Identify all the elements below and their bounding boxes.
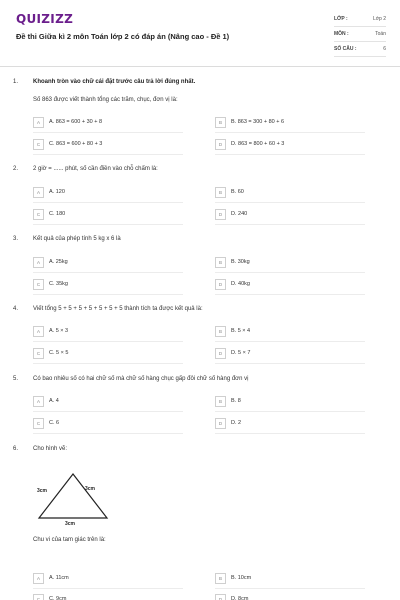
option-underline [33, 411, 183, 412]
option-letter-box: B [215, 257, 226, 268]
option-letter-box: C [33, 209, 44, 220]
option-letter-box: C [33, 139, 44, 150]
option-letter-box: B [215, 187, 226, 198]
option-underline [33, 363, 183, 364]
option-underline [33, 154, 183, 155]
option-letter-box: D [215, 139, 226, 150]
question-number: 5. [13, 376, 19, 382]
option-b[interactable] [215, 256, 250, 268]
option-letter-box: D [215, 209, 226, 220]
option-text: A. 120 [49, 189, 65, 195]
question-instruction: Khoanh tròn vào chữ cái đặt trước câu trả lời đúng nhất. [33, 79, 196, 85]
option-a[interactable] [33, 325, 68, 337]
option-c[interactable] [33, 593, 66, 600]
option-b[interactable] [215, 186, 244, 198]
option-c[interactable] [33, 417, 59, 429]
option-underline [215, 341, 365, 342]
option-letter-box: D [215, 594, 226, 600]
option-underline [33, 132, 183, 133]
option-d[interactable] [215, 138, 284, 150]
option-d[interactable] [215, 347, 250, 359]
option-text: B. 30kg [231, 259, 250, 265]
option-text: A. 5 × 3 [49, 328, 69, 334]
option-letter-box: B [215, 396, 226, 407]
option-a[interactable] [33, 186, 65, 198]
header-divider [0, 66, 400, 67]
option-underline [215, 202, 365, 203]
option-underline [33, 588, 183, 589]
option-text: B. 10cm [231, 575, 252, 581]
option-letter-box: B [215, 573, 226, 584]
option-text: C. 6 [49, 420, 60, 426]
option-letter-box: A [33, 257, 44, 268]
option-d[interactable] [215, 593, 248, 600]
option-letter-box: A [33, 117, 44, 128]
option-letter-box: D [215, 418, 226, 429]
option-b[interactable] [215, 395, 241, 407]
page-title: Đề thi Giữa kì 2 môn Toán lớp 2 có đáp án (Nâng cao - Đề 1) [16, 32, 230, 41]
meta-count-value: 6 [383, 46, 386, 52]
option-text: B. 60 [231, 189, 244, 195]
question-text: Viết tổng 5 + 5 + 5 + 5 + 5 + 5 + 5 thành tích ta được kết quả là: [33, 306, 203, 312]
option-text: C. 863 = 600 + 80 + 3 [49, 141, 103, 147]
meta-divider [334, 26, 386, 27]
option-text: D. 40kg [231, 281, 250, 287]
option-text: C. 35kg [49, 281, 68, 287]
option-underline [215, 132, 365, 133]
option-c[interactable] [33, 208, 65, 220]
meta-divider [334, 56, 386, 57]
document-header [0, 0, 400, 62]
option-d[interactable] [215, 278, 250, 290]
meta-subject-label: MÔN : [334, 31, 349, 37]
option-letter-box: D [215, 348, 226, 359]
option-text: A. 25kg [49, 259, 68, 265]
option-text: D. 2 [231, 420, 242, 426]
question-text: Có bao nhiêu số có hai chữ số mà chữ số hàng chục gấp đôi chữ số hàng đơn vị [33, 376, 249, 382]
triangle-left-label: 3cm [37, 488, 48, 494]
option-letter-box: C [33, 418, 44, 429]
question-text: 2 giờ = ...... phút, số cần điền vào chỗ chấm là: [33, 166, 158, 172]
option-text: A. 863 = 600 + 30 + 8 [49, 119, 103, 125]
option-text: A. 11cm [49, 575, 69, 581]
option-underline [215, 154, 365, 155]
option-b[interactable] [215, 116, 284, 128]
option-letter-box: C [33, 348, 44, 359]
option-letter-box: B [215, 326, 226, 337]
option-text: C. 5 × 5 [49, 350, 69, 356]
option-a[interactable] [33, 395, 59, 407]
option-text: B. 8 [231, 398, 241, 404]
option-underline [215, 272, 365, 273]
option-underline [215, 294, 365, 295]
option-text: B. 863 = 300 + 80 + 6 [231, 119, 285, 125]
option-underline [215, 411, 365, 412]
option-letter-box: A [33, 573, 44, 584]
option-text: C. 9cm [49, 596, 67, 600]
option-letter-box: A [33, 396, 44, 407]
option-underline [215, 224, 365, 225]
option-text: D. 863 = 800 + 60 + 3 [231, 141, 285, 147]
question-text: Cho hình vẽ: [33, 446, 68, 452]
option-underline [33, 294, 183, 295]
question-text: Kết quả của phép tính 5 kg x 6 là [33, 236, 121, 242]
option-underline [215, 588, 365, 589]
triangle-shape [39, 474, 107, 518]
option-letter-box: A [33, 326, 44, 337]
option-text: A. 4 [49, 398, 59, 404]
option-text: D. 5 × 7 [231, 350, 251, 356]
option-c[interactable] [33, 278, 68, 290]
option-c[interactable] [33, 138, 102, 150]
meta-count-label: SỐ CÂU : [334, 46, 357, 52]
option-d[interactable] [215, 208, 247, 220]
option-underline [215, 433, 365, 434]
question-number: 3. [13, 236, 19, 242]
quizizz-logo: QUIZIZZ [16, 12, 74, 26]
option-letter-box: B [215, 117, 226, 128]
option-underline [33, 202, 183, 203]
meta-grade-value: Lớp 2 [372, 16, 386, 22]
question-text: Chu vi của tam giác trên là: [33, 537, 106, 543]
option-text: C. 180 [49, 211, 66, 217]
option-underline [33, 272, 183, 273]
option-letter-box: C [33, 594, 44, 600]
option-d[interactable] [215, 417, 241, 429]
meta-grade-label: LỚP : [334, 16, 348, 22]
option-underline [33, 341, 183, 342]
triangle-right-label: 3cm [85, 486, 96, 492]
option-underline [33, 433, 183, 434]
option-a[interactable] [33, 572, 69, 584]
option-b[interactable] [215, 325, 250, 337]
triangle-figure [33, 470, 113, 530]
meta-subject-value: Toán [375, 31, 386, 37]
option-letter-box: A [33, 187, 44, 198]
triangle-diagram [33, 470, 113, 528]
meta-divider [334, 41, 386, 42]
question-number: 1. [13, 79, 19, 85]
option-underline [215, 363, 365, 364]
question-text: Số 863 được viết thành tổng các trăm, chục, đơn vị là: [33, 97, 178, 103]
option-underline [33, 224, 183, 225]
option-letter-box: D [215, 279, 226, 290]
option-b[interactable] [215, 572, 251, 584]
triangle-base-label: 3cm [65, 521, 76, 527]
option-a[interactable] [33, 256, 68, 268]
question-number: 6. [13, 446, 19, 452]
option-c[interactable] [33, 347, 68, 359]
option-text: D. 240 [231, 211, 248, 217]
question-number: 2. [13, 166, 19, 172]
option-letter-box: C [33, 279, 44, 290]
option-text: B. 5 × 4 [231, 328, 251, 334]
option-text: D. 8cm [231, 596, 249, 600]
option-a[interactable] [33, 116, 102, 128]
question-number: 4. [13, 306, 19, 312]
